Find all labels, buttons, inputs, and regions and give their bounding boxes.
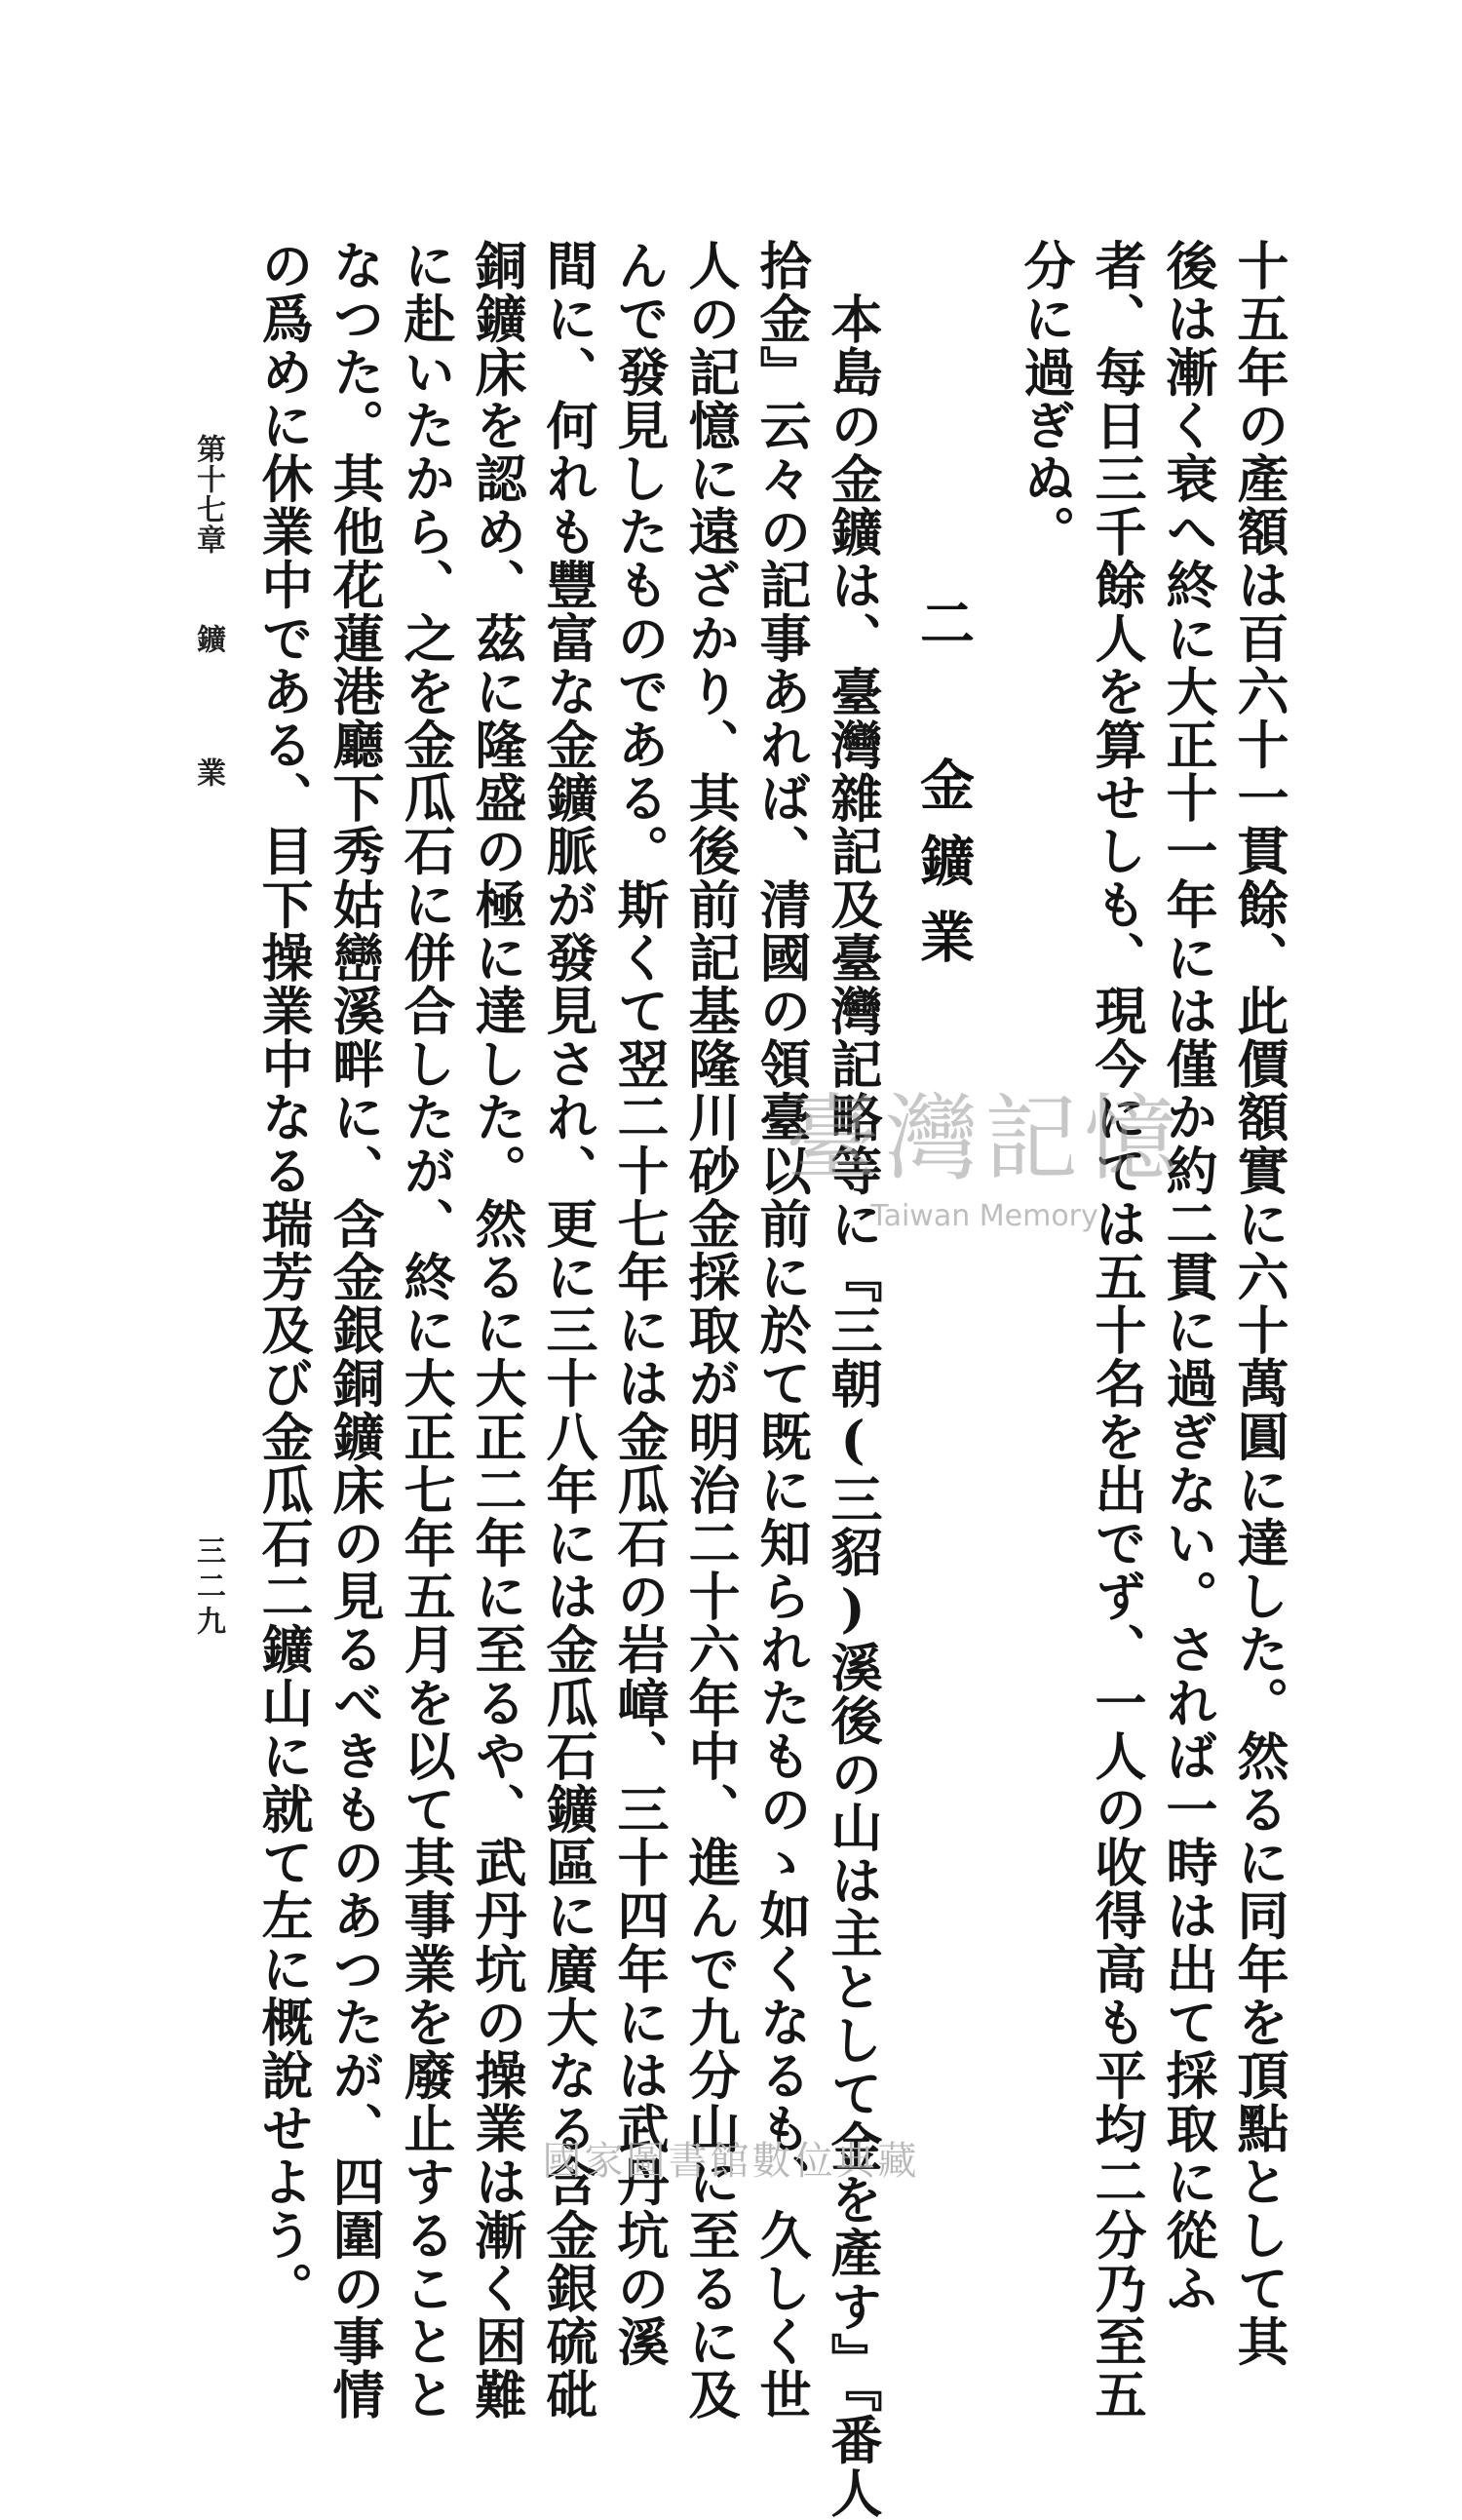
text-column: なつた。其他花蓮港廳下秀姑巒溪畔に、含金銀銅鑛床の見るべきものあつたが、四圍の事情 [325,239,385,2422]
watermark-subtext: Taiwan Memory [870,1199,1098,1233]
running-head-chapter: 第十七章 [191,434,225,555]
text-column: 人の記憶に遠ざかり、其後前記基隆川砂金採取が明治二十六年中、進んで九分山に至るに及 [680,239,741,2422]
text-column: 銅鑛床を認め、茲に隆盛の極に達した。然るに大正二年に至るや、武丹坑の操業は漸く困難 [467,239,527,2422]
watermark-text: 臺灣記憶 [786,1084,1183,1193]
text-column: 分に過ぎぬ。 [1016,239,1076,559]
text-column: に赴いたから、之を金瓜石に併合したが、終に大正七年五月を以て其事業を廢止することと [396,239,456,2422]
text-column: 拾金』云々の記事あれば、清國の領臺以前に於て既に知られたものゝ如くなるも、久しく世 [751,239,812,2422]
text-column: の爲めに休業中である、目下操業中なる瑞芳及び金瓜石二鑛山に就て左に概說せよう。 [253,239,314,2315]
text-column: 間に、何れも豐富な金鑛脈が發見され、更に三十八年には金瓜石鑛區に廣大なる含金銀硫砒 [538,239,598,2422]
text-column: 本島の金鑛は、臺灣雜記及臺灣記略等に『三朝(三貂)溪後の山は主として金を產す』『番人 [823,292,883,2520]
section-heading: 二 金鑛業 [911,595,976,985]
text-column: んで發見したものである。斯くて翌二十七年には金瓜石の岩嶂、三十四年には武丹坑の溪 [609,239,670,2368]
watermark-logo [760,1084,1209,1258]
page-number: 三二九 [191,1535,225,1641]
text-column: 十五年の產額は百六十一貫餘、此價額實に六十萬圓に達した。然るに同年を頂點として其 [1229,239,1289,2368]
running-head-title: 鑛 業 [191,624,225,822]
footer-credit: 國家圖書館數位典藏 [542,2139,920,2184]
text-column: 者、每日三千餘人を算せしも、現今にては五十名を出でず、一人の收得高も平均二分乃至五 [1087,239,1147,2422]
text-column: 後は漸く衰へ終に大正十一年には僅か約二貫に過ぎない。されば一時は出て採取に從ふ [1158,239,1218,2315]
